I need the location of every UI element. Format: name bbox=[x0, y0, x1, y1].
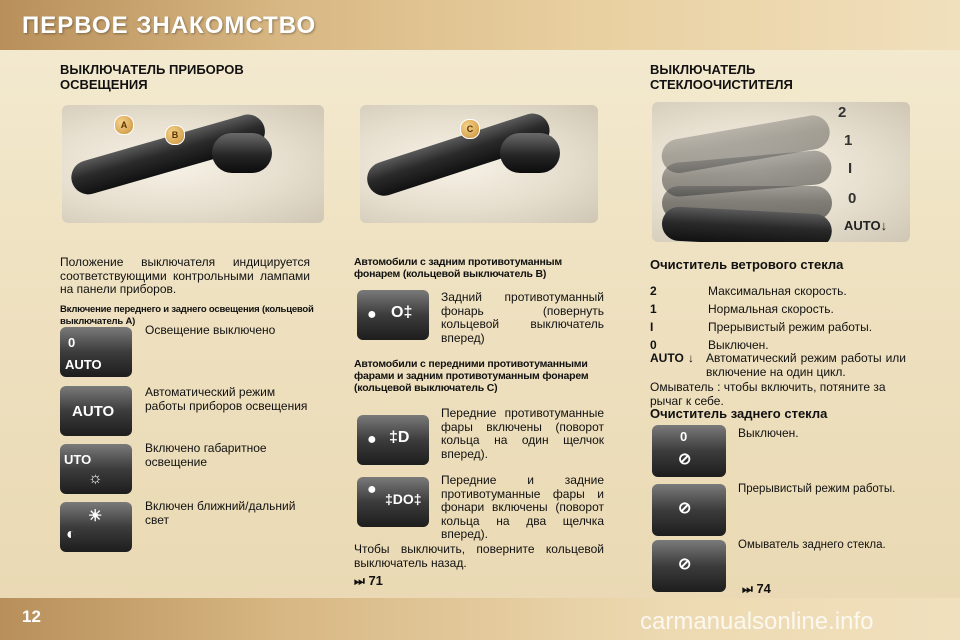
front-fog-heading: Автомобили с передними противотуманными фарами и задним противотуманным фонарем (кольцевой выключатель C) bbox=[354, 358, 589, 394]
dot-icon: ● bbox=[367, 431, 377, 448]
middle-ref-number: 71 bbox=[368, 573, 383, 588]
item-auto-mode: Автоматический режим работы приборов освещения bbox=[145, 385, 308, 413]
auto-arrow-icon: ↓ bbox=[688, 351, 694, 365]
left-subheading: Включение переднего и заднего освещения (кольцевой выключатель A) bbox=[60, 304, 314, 327]
thumb-auto: AUTO bbox=[65, 357, 102, 372]
item-headlights: Включен ближний/дальний свет bbox=[145, 499, 296, 527]
right-ref-number: 74 bbox=[756, 581, 771, 596]
wiper-row bbox=[650, 321, 910, 339]
thumb-rear-wiper-intermittent bbox=[652, 484, 726, 536]
windshield-wiper-heading: Очиститель ветрового стекла bbox=[650, 257, 844, 272]
marker-c: C bbox=[460, 119, 480, 139]
wiper-speed-table bbox=[650, 285, 910, 357]
parking-light-icon: ☼ bbox=[88, 470, 103, 487]
front-fog-text-2: Передние и задние противотуманные фары и фонари включены (поворот кольца на два щелчка вперед). bbox=[441, 473, 604, 541]
wiper-pos-0: 0 bbox=[848, 190, 857, 207]
marker-b: B bbox=[165, 125, 185, 145]
wiper-row-key: 1 bbox=[650, 302, 657, 316]
rear-wiper-icon: ⊘ bbox=[678, 500, 692, 517]
wiper-pos-1: 1 bbox=[844, 132, 853, 149]
wiper-row bbox=[650, 303, 910, 321]
wiper-pos-auto bbox=[844, 218, 887, 233]
wiper-row-key: 2 bbox=[650, 284, 657, 298]
rear-washer-icon: ⊘ bbox=[678, 556, 692, 573]
right-title-line2: СТЕКЛООЧИСТИТЕЛЯ bbox=[650, 77, 793, 92]
page-ref-icon: ⏭ bbox=[742, 582, 753, 596]
thumb-front-fog bbox=[357, 415, 429, 465]
item-lights-off: Освещение выключено bbox=[145, 323, 276, 337]
thumb-rear-fog bbox=[357, 290, 429, 340]
page-ref-icon: ⏭ bbox=[354, 574, 365, 588]
switch-stalk-end bbox=[212, 133, 272, 173]
wiper-row-text: Максимальная скорость. bbox=[708, 284, 847, 298]
wiper-switch-photo bbox=[652, 102, 910, 242]
auto-down-icon: ↓ bbox=[880, 218, 888, 233]
thumb-uto-label: UTO bbox=[64, 452, 92, 467]
fog-switch-stalk-end bbox=[500, 133, 560, 173]
dot-icon: ● bbox=[367, 481, 377, 498]
thumb-lights-off bbox=[60, 327, 132, 377]
left-section-title bbox=[60, 62, 320, 92]
rear-fog-text: Задний противотуманный фонарь (повернуть кольцевой выключатель вперед) bbox=[441, 290, 604, 345]
wiper-row bbox=[650, 285, 910, 303]
rear-item-off: Выключен. bbox=[738, 426, 799, 440]
right-section-title bbox=[650, 62, 910, 92]
marker-a: A bbox=[114, 115, 134, 135]
thumb-headlights bbox=[60, 502, 132, 552]
wiper-row-key: 0 bbox=[650, 338, 657, 352]
rear-wiper-icon: ⊘ bbox=[678, 451, 692, 468]
wiper-row-text: Нормальная скорость. bbox=[708, 302, 834, 316]
thumb-rear-washer bbox=[652, 540, 726, 592]
auto-row bbox=[650, 352, 908, 379]
rear-item-washer: Омыватель заднего стекла. bbox=[738, 539, 886, 551]
auto-row-inner bbox=[650, 352, 908, 379]
thumb-rear-zero: 0 bbox=[680, 429, 688, 444]
right-title-line1: ВЫКЛЮЧАТЕЛЬ bbox=[650, 62, 756, 77]
thumb-rear-wiper-off bbox=[652, 425, 726, 477]
auto-key: AUTO bbox=[650, 351, 684, 365]
front-fog-icon: ‡D bbox=[389, 429, 410, 446]
rear-item-intermittent: Прерывистый режим работы. bbox=[738, 483, 896, 495]
rear-fog-icon: O‡ bbox=[391, 304, 413, 321]
front-fog-text-1: Передние противотуманные фары включены (поворот кольца на один щелчок вперед). bbox=[441, 406, 604, 461]
thumb-zero: 0 bbox=[68, 335, 76, 350]
left-title-line2: ОСВЕЩЕНИЯ bbox=[60, 77, 148, 92]
thumb-front-rear-fog bbox=[357, 477, 429, 527]
light-switch-photo bbox=[62, 105, 324, 223]
fog-switch-photo bbox=[360, 105, 598, 223]
thumb-auto-label: AUTO bbox=[72, 403, 115, 420]
wiper-pos-2: 2 bbox=[838, 104, 847, 121]
fog-off-text: Чтобы выключить, поверните кольцевой выключатель назад. bbox=[354, 542, 604, 570]
watermark: carmanualsonline.info bbox=[640, 608, 874, 635]
left-title-line1: ВЫКЛЮЧАТЕЛЬ ПРИБОРОВ bbox=[60, 62, 244, 77]
left-intro: Положение выключателя индицируется соответствующими контрольными лампами на панели приборов. bbox=[60, 255, 310, 296]
rear-wiper-heading: Очиститель заднего стекла bbox=[650, 406, 828, 421]
front-rear-fog-icon: ‡DO‡ bbox=[385, 491, 422, 507]
dot-icon: ● bbox=[367, 306, 377, 323]
wiper-row-text: Прерывистый режим работы. bbox=[708, 320, 873, 334]
right-page-ref[interactable] bbox=[742, 581, 771, 597]
rear-fog-heading: Автомобили с задним противотуманным фонарем (кольцевой выключатель B) bbox=[354, 256, 562, 280]
wiper-pos-i: I bbox=[848, 160, 853, 177]
page-title: ПЕРВОЕ ЗНАКОМСТВО bbox=[22, 12, 317, 39]
item-parking-lights: Включено габаритное освещение bbox=[145, 441, 267, 469]
headlight-icon: ◐ bbox=[66, 526, 76, 543]
middle-page-ref[interactable] bbox=[354, 573, 383, 589]
thumb-auto-mode bbox=[60, 386, 132, 436]
wiper-row-key: I bbox=[650, 320, 654, 334]
washer-text: Омыватель : чтобы включить, потяните за рычаг к себе. bbox=[650, 380, 886, 408]
sun-icon: ☀ bbox=[88, 508, 103, 525]
auto-text: Автоматический режим работы или включение на один цикл. bbox=[706, 351, 906, 379]
wiper-auto-label: AUTO bbox=[844, 218, 881, 233]
thumb-parking-lights bbox=[60, 444, 132, 494]
wiper-row-text: Выключен. bbox=[708, 338, 769, 352]
page-number: 12 bbox=[22, 607, 41, 626]
